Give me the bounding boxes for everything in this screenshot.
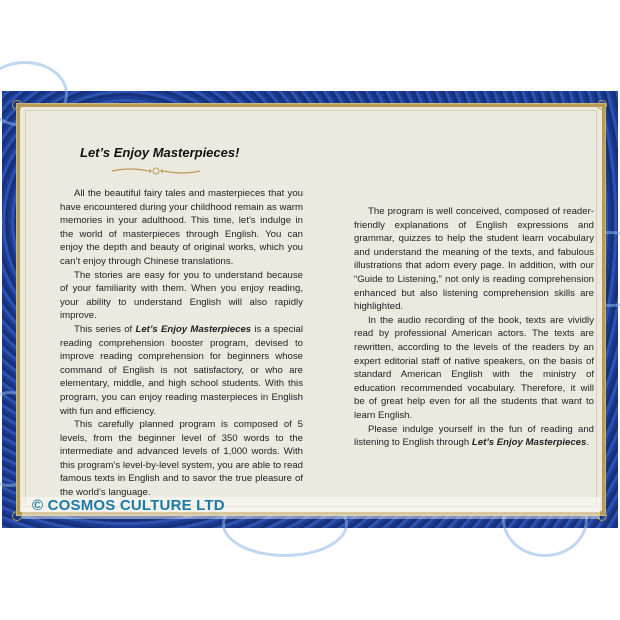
p3-text-start: This series of — [74, 323, 136, 335]
p3-text-start: Please indulge yourself in the fun of reading and listening to English through — [354, 423, 594, 449]
right-paragraph-3 — [354, 423, 594, 450]
series-title: Let’s Enjoy Masterpieces — [135, 323, 252, 335]
left-text-column — [60, 187, 303, 500]
p3-text-end: . — [586, 437, 590, 449]
right-paragraph-2: In the audio recording of the book, texts are vividly read by professional American actors. The texts are rewritten, according to the levels of the readers by an expert editorial staff of native speakers, on the basis of standard American English with the ministry of education recommended vocabulary. Therefore, it will be of great help even for all the students that want to learn English. — [354, 314, 594, 421]
left-paragraph-3 — [60, 323, 303, 418]
right-paragraph-1: The program is well conceived, composed of reader-friendly explanations of English expressions and grammar, quizzes to help the student learn vocabulary and understand the meaning of the texts, and fabulous illustrations that adorn every page. In addition, with our “Guide to Listening,” not only is reading comprehension enhanced but also listening comprehension skills are highlighted. — [354, 206, 594, 313]
title-ornament-icon — [110, 166, 202, 176]
p3-text-end: is a special reading comprehension booster program, devised to improve reading comprehension for beginners whose command of English is not satisfactory, or who are elementary, middle, and high school students. With this program, you can enjoy reading masterpieces in English with fun and efficiency. — [60, 323, 304, 417]
left-paragraph-4: This carefully planned program is composed of 5 levels, from the beginner level of 350 words to the intermediate and advanced levels of 1,000 words. With this program’s level-by-level system, you are able to read famous texts in English and to savor the true pleasure of the world’s language. — [60, 419, 303, 499]
right-text-column — [354, 205, 594, 450]
corner-ornament — [12, 511, 22, 521]
series-title: Let’s Enjoy Masterpieces — [471, 437, 587, 449]
left-paragraph-2: The stories are easy for you to understand because of your familiarity with them. When you enjoy reading, your ability to understand English will also rapidly improve. — [60, 269, 303, 322]
corner-ornament — [12, 100, 22, 110]
corner-ornament — [597, 100, 607, 110]
page-title: Let’s Enjoy Masterpieces! — [80, 145, 240, 160]
copyright-watermark: © COSMOS CULTURE LTD — [32, 497, 225, 514]
left-paragraph-1: All the beautiful fairy tales and masterpieces that you have encountered during your childhood remain as warm memories in your adulthood. This time, let’s indulge in the world of masterpieces through English. You can enjoy the depth and beauty of original works, which you can’t enjoy through Chinese translations. — [60, 188, 303, 267]
